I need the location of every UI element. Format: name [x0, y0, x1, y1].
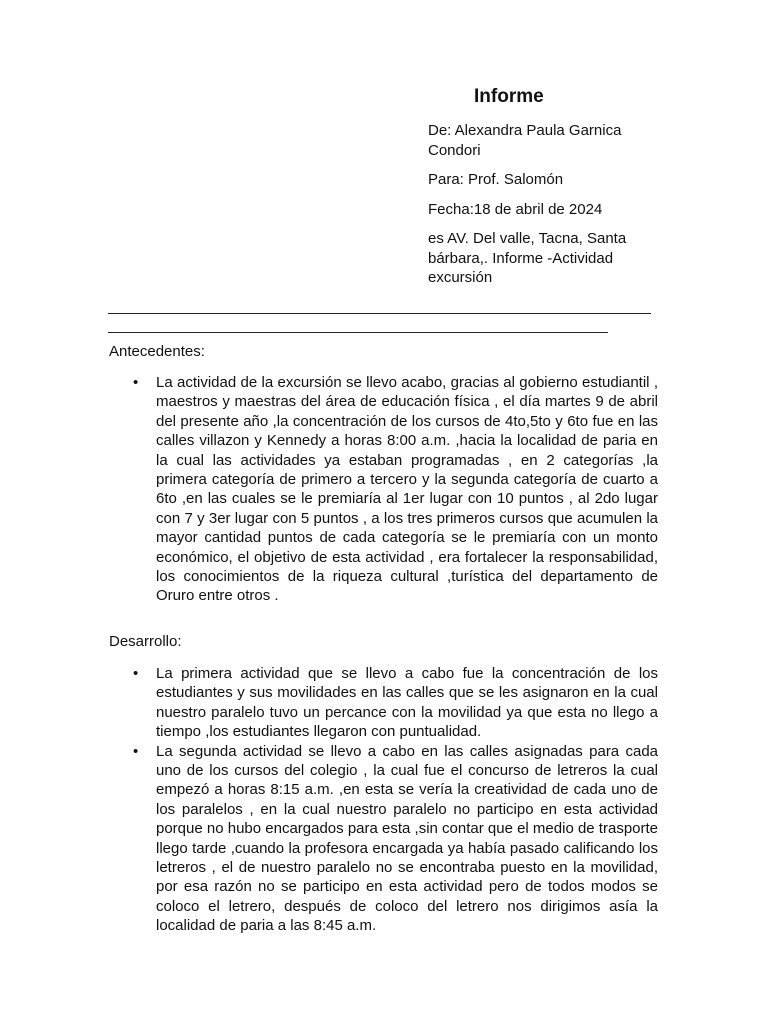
- memo-to: Para: Prof. Salomón: [428, 171, 564, 188]
- bullet-icon: •: [133, 665, 139, 682]
- divider-line: [108, 332, 608, 333]
- list-item: [109, 373, 658, 606]
- list-item-text: La segunda actividad se llevo a cabo en las calles asignadas para cada uno de los cursos del colegio , la cual fue el concurso de letreros la cual empezó a horas 8:15 a.m. ,en esta se vería la creatividad de cada uno de los paralelos , en la cual nuestro paralelo no participo en esta actividad porque no hubo encargados para esta ,sin contar que el medio de trasporte llego tarde ,cuando la profesora encargada ya había pasado calificando los letreros , el de nuestro paralelo no se encontraba puesto en la movilidad, por esa razón no se participo en esta actividad pero de todos modos se coloco el letrero, después de coloco del letrero nos dirigimos asía la localidad de paria a las 8:45 a.m.: [156, 742, 659, 935]
- list-item-text: La actividad de la excursión se llevo acabo, gracias al gobierno estudiantil , maestros y maestras del área de educación física , el día martes 9 de abril del presente año ,la concentración de los cursos de 4to,5to y 6to fue en las calles villazon y Kennedy a horas 8:00 a.m. ,hacia la localidad de paria en la cual las actividades ya estaban programadas , en 2 categorías ,la primera categoría de primero a tercero y la segunda categoría de cuarto a 6to ,en las cuales se le premiaría al 1er lugar con 10 puntos , al 2do lugar con 7 y 3er lugar con 5 puntos , a los tres primeros cursos que acumulen la mayor cantidad puntos de cada categoría se le premiaría con un monto económico, el objetivo de esta actividad , era fortalecer la responsabilidad, los conocimientos de la riqueza cultural ,turística del departamento de Oruro entre otros .: [156, 374, 658, 605]
- memo-header: [428, 121, 650, 298]
- antecedentes-list: [109, 373, 658, 606]
- list-item: [109, 742, 658, 936]
- section-heading-desarrollo: Desarrollo:: [109, 633, 182, 650]
- section-heading-antecedentes: Antecedentes:: [109, 343, 205, 360]
- memo-date: Fecha:18 de abril de 2024: [428, 200, 603, 218]
- list-item-text: La primera actividad que se llevo a cabo fue la concentración de los estudiantes y sus movilidades en las calles que se les asignaron en la cual nuestro paralelo tuvo un percance con la movilidad ya que esta no llego a tiempo ,los estudiantes llegaron con puntualidad.: [156, 665, 658, 741]
- bullet-icon: •: [133, 374, 139, 391]
- page-title: Informe: [474, 86, 544, 107]
- memo-from: De: Alexandra Paula Garnica Condori: [428, 122, 622, 159]
- memo-subject: es AV. Del valle, Tacna, Santa bárbara,. Informe -Actividad excursión: [428, 230, 627, 286]
- bullet-icon: •: [133, 742, 139, 760]
- list-item: [109, 664, 658, 742]
- divider-line: [108, 313, 651, 314]
- desarrollo-list: [109, 664, 658, 936]
